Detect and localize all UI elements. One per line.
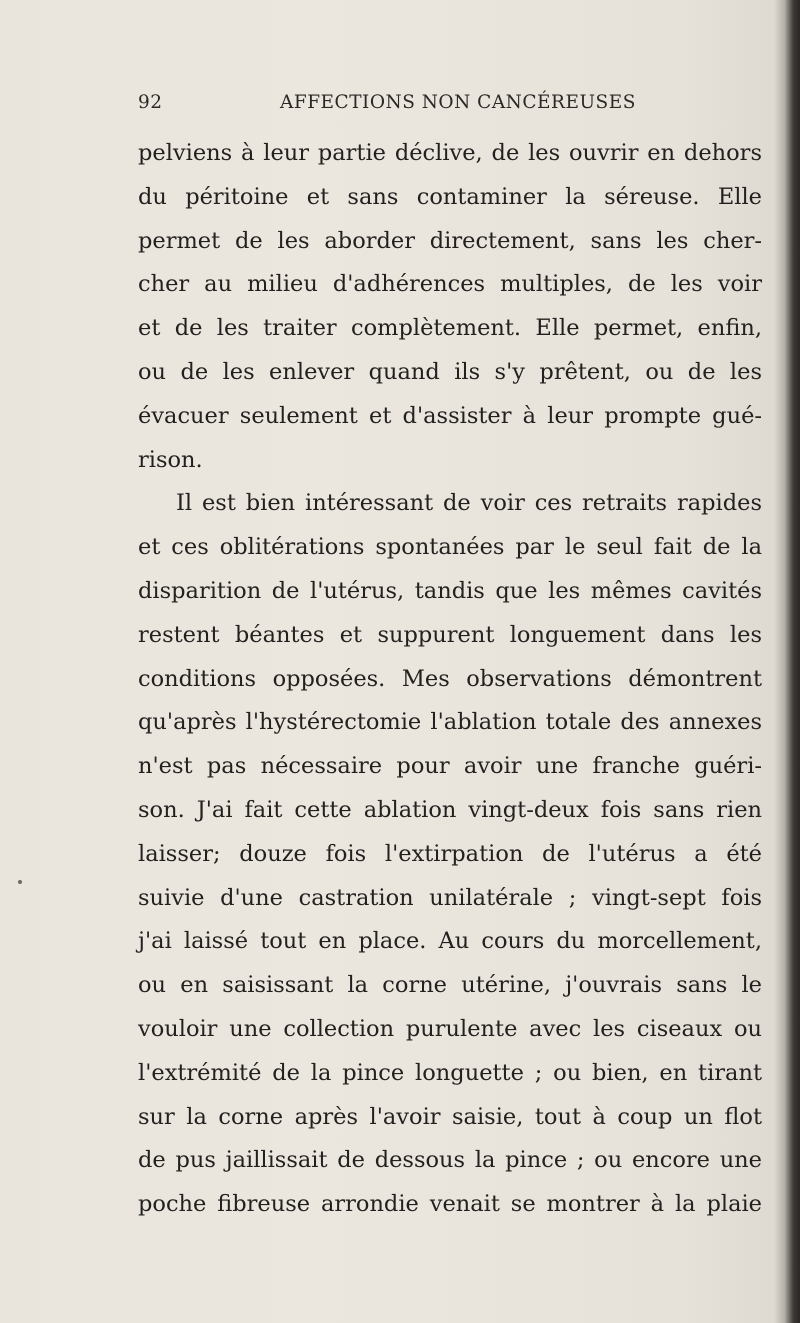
text-line: suivie d'une castration unilatérale ; vingt-sept fois <box>138 884 762 911</box>
text-line: évacuer seulement et d'assister à leur prompte gué- <box>138 402 762 429</box>
text-line: restent béantes et suppurent longuement dans les <box>138 621 762 648</box>
text-line: n'est pas nécessaire pour avoir une franche guéri- <box>138 753 762 780</box>
text-line: disparition de l'utérus, tandis que les mêmes cavités <box>138 577 762 604</box>
text-line: laisser; douze fois l'extirpation de l'utérus a été <box>138 840 762 867</box>
running-title: AFFECTIONS NON CANCÉREUSES <box>280 92 636 113</box>
text-line: et ces oblitérations spontanées par le seul fait de la <box>138 534 762 561</box>
body-text <box>138 132 762 1227</box>
text-line: rison. <box>138 446 203 473</box>
text-line: de pus jaillissait de dessous la pince ; ou encore une <box>138 1147 762 1174</box>
text-line: vouloir une collection purulente avec les ciseaux ou <box>138 1015 762 1042</box>
text-line: poche fibreuse arrondie venait se montrer à la plaie <box>138 1191 762 1218</box>
text-line: conditions opposées. Mes observations démontrent <box>138 665 762 692</box>
page-spine-shadow <box>774 0 800 1323</box>
text-line: ou en saisissant la corne utérine, j'ouvrais sans le <box>138 972 762 999</box>
text-line: du péritoine et sans contaminer la séreuse. Elle <box>138 183 762 210</box>
page-number: 92 <box>138 92 163 113</box>
text-line: l'extrémité de la pince longuette ; ou bien, en tirant <box>138 1059 762 1086</box>
text-line: permet de les aborder directement, sans les cher- <box>138 227 762 254</box>
paper-speck <box>18 880 22 884</box>
text-line: pelviens à leur partie déclive, de les ouvrir en dehors <box>138 140 762 166</box>
text-line: j'ai laissé tout en place. Au cours du morcellement, <box>138 928 762 955</box>
text-line: ou de les enlever quand ils s'y prêtent, ou de les <box>138 358 762 385</box>
paragraph-first-line: Il est bien intéressant de voir ces retraits rapides <box>176 490 762 517</box>
text-line: son. J'ai fait cette ablation vingt-deux fois sans rien <box>138 796 762 823</box>
text-line: cher au milieu d'adhérences multiples, de les voir <box>138 271 762 298</box>
running-head <box>138 92 758 120</box>
text-line: et de les traiter complètement. Elle permet, enfin, <box>138 315 762 342</box>
text-line: sur la corne après l'avoir saisie, tout à coup un flot <box>138 1103 762 1130</box>
text-line: qu'après l'hystérectomie l'ablation totale des annexes <box>138 709 762 736</box>
